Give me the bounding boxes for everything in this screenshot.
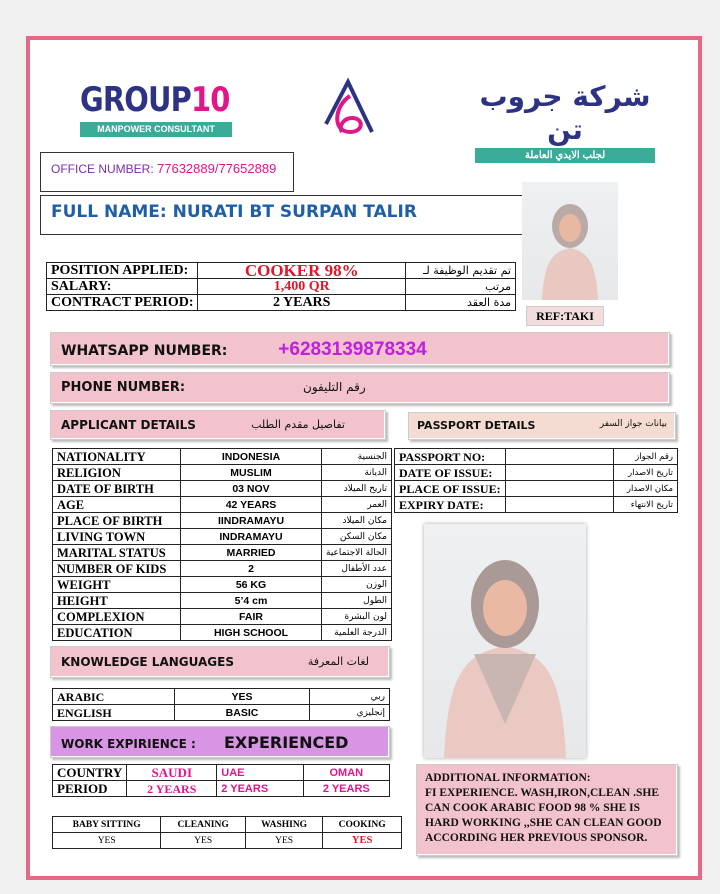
language-label: ENGLISH bbox=[53, 705, 175, 721]
applicant-field-arabic: لون البشرة bbox=[322, 609, 392, 625]
language-level: BASIC bbox=[175, 705, 310, 721]
applicant-field-arabic: الحالة الاجتماعية bbox=[322, 545, 392, 561]
position-table bbox=[46, 262, 516, 311]
country-label: COUNTRY bbox=[53, 765, 127, 781]
phone-arabic: رقم التليفون bbox=[303, 380, 366, 394]
applicant-field-value: 03 NOV bbox=[181, 481, 322, 497]
languages-header bbox=[50, 646, 390, 678]
applicant-field-arabic: العمر bbox=[322, 497, 392, 513]
skills-table bbox=[52, 816, 402, 849]
work-experience-value: EXPERIENCED bbox=[223, 733, 349, 752]
applicant-field-label: AGE bbox=[53, 497, 181, 513]
table-row bbox=[47, 295, 516, 311]
skill-header: COOKING bbox=[323, 817, 402, 833]
table-row bbox=[395, 497, 678, 513]
languages-header-arabic: لغات المعرفة bbox=[307, 655, 369, 668]
language-arabic: ربي bbox=[310, 689, 390, 705]
applicant-field-value: 2 bbox=[181, 561, 322, 577]
table-row bbox=[53, 689, 390, 705]
applicant-field-label: LIVING TOWN bbox=[53, 529, 181, 545]
logo-number: 10 bbox=[190, 80, 230, 120]
reference-code: REF:TAKI bbox=[526, 306, 604, 326]
additional-info-text: FI EXPERIENCE. WASH,IRON,CLEAN .SHE CAN COOK ARABIC FOOD 98 % SHE IS HARD WORKING ,,SHE CAN CLEAN GOOD ACCORDING HER PREVIOUS SPONSOR. bbox=[425, 787, 662, 844]
applicant-field-arabic: مكان السكن bbox=[322, 529, 392, 545]
cv-page bbox=[26, 36, 702, 880]
languages-table bbox=[52, 688, 390, 721]
table-row bbox=[53, 781, 390, 797]
applicant-field-value: MARRIED bbox=[181, 545, 322, 561]
passport-field-arabic: تاريخ الانتهاء bbox=[614, 497, 678, 513]
table-row bbox=[47, 263, 516, 279]
table-row bbox=[47, 279, 516, 295]
passport-header-arabic: بيانات جواز السفر bbox=[599, 419, 667, 429]
whatsapp-box bbox=[50, 332, 670, 366]
applicant-field-value: 42 YEARS bbox=[181, 497, 322, 513]
phone-box bbox=[50, 372, 670, 404]
full-name-box bbox=[40, 195, 542, 235]
applicant-field-label: MARITAL STATUS bbox=[53, 545, 181, 561]
languages-header-label: KNOWLEDGE LANGUAGES bbox=[61, 655, 234, 669]
table-row bbox=[395, 449, 678, 465]
table-row bbox=[53, 465, 392, 481]
passport-field-value[interactable] bbox=[505, 481, 613, 497]
table-row bbox=[53, 817, 402, 833]
applicant-header-label: APPLICANT DETAILS bbox=[61, 418, 196, 432]
applicant-photo-small bbox=[522, 182, 618, 300]
position-arabic: تم تقديم الوظيفة لـ bbox=[406, 263, 516, 279]
work-experience-box bbox=[50, 726, 390, 758]
language-arabic: إنجليزي bbox=[310, 705, 390, 721]
applicant-field-label: WEIGHT bbox=[53, 577, 181, 593]
logo-subtitle: MANPOWER CONSULTANT bbox=[80, 122, 232, 137]
additional-info-title: ADDITIONAL INFORMATION: bbox=[425, 772, 591, 784]
country-saudi: SAUDI bbox=[127, 765, 217, 781]
skill-value: YES bbox=[53, 833, 161, 849]
table-row bbox=[53, 593, 392, 609]
passport-field-arabic: مكان الاصدار bbox=[614, 481, 678, 497]
work-experience-label: WORK EXPIRIENCE : bbox=[61, 737, 196, 751]
country-oman: OMAN bbox=[303, 765, 389, 781]
salary-label: SALARY: bbox=[47, 279, 198, 295]
applicant-details-header bbox=[50, 410, 386, 440]
applicant-field-arabic: الديانة bbox=[322, 465, 392, 481]
applicant-field-value: MUSLIM bbox=[181, 465, 322, 481]
table-row bbox=[53, 449, 392, 465]
office-number: 77632889/77652889 bbox=[157, 161, 277, 176]
table-row bbox=[395, 465, 678, 481]
skill-value: YES bbox=[323, 833, 402, 849]
applicant-field-arabic: تاريخ الميلاد bbox=[322, 481, 392, 497]
applicant-field-label: COMPLEXION bbox=[53, 609, 181, 625]
passport-field-label: PASSPORT NO: bbox=[395, 449, 506, 465]
skill-header: WASHING bbox=[245, 817, 322, 833]
applicant-field-label: NUMBER OF KIDS bbox=[53, 561, 181, 577]
period-label: PERIOD bbox=[53, 781, 127, 797]
applicant-field-value: IINDRAMAYU bbox=[181, 513, 322, 529]
table-row bbox=[53, 625, 392, 641]
group10-logo bbox=[80, 80, 256, 137]
applicant-field-arabic: الدرجة العلمية bbox=[322, 625, 392, 641]
period-saudi: 2 YEARS bbox=[127, 781, 217, 797]
applicant-field-arabic: عدد الأطفال bbox=[322, 561, 392, 577]
table-row bbox=[395, 481, 678, 497]
salary-value: 1,400 QR bbox=[198, 279, 406, 295]
table-row bbox=[53, 833, 402, 849]
passport-field-label: PLACE OF ISSUE: bbox=[395, 481, 506, 497]
passport-field-value[interactable] bbox=[505, 449, 613, 465]
passport-field-label: EXPIRY DATE: bbox=[395, 497, 506, 513]
table-row bbox=[53, 765, 390, 781]
applicant-field-label: PLACE OF BIRTH bbox=[53, 513, 181, 529]
emblem-icon bbox=[320, 76, 380, 138]
position-value: COOKER 98% bbox=[198, 263, 406, 279]
arabic-logo-subtitle: لجلب الايدي العاملة bbox=[475, 148, 655, 163]
applicant-field-label: HEIGHT bbox=[53, 593, 181, 609]
full-name: FULL NAME: NURATI BT SURPAN TALIR bbox=[51, 202, 417, 222]
additional-info-box bbox=[416, 764, 678, 856]
language-label: ARABIC bbox=[53, 689, 175, 705]
applicant-field-arabic: الطول bbox=[322, 593, 392, 609]
passport-table bbox=[394, 448, 678, 513]
passport-field-value[interactable] bbox=[505, 497, 613, 513]
contract-value: 2 YEARS bbox=[198, 295, 406, 311]
contract-arabic: مدة العقد bbox=[406, 295, 516, 311]
passport-field-arabic: تاريخ الاصدار bbox=[614, 465, 678, 481]
passport-header-label: PASSPORT DETAILS bbox=[417, 419, 536, 432]
applicant-field-value: FAIR bbox=[181, 609, 322, 625]
office-number-box bbox=[40, 152, 294, 192]
table-row bbox=[53, 513, 392, 529]
passport-details-header bbox=[408, 412, 676, 440]
applicant-field-value: 56 KG bbox=[181, 577, 322, 593]
language-level: YES bbox=[175, 689, 310, 705]
applicant-field-label: RELIGION bbox=[53, 465, 181, 481]
applicant-field-label: NATIONALITY bbox=[53, 449, 181, 465]
table-row bbox=[53, 545, 392, 561]
whatsapp-label: WHATSAPP NUMBER: bbox=[61, 343, 228, 359]
table-row bbox=[53, 609, 392, 625]
arabic-logo-text: شركة جروب تن bbox=[479, 80, 651, 146]
applicant-field-value: INDRAMAYU bbox=[181, 529, 322, 545]
table-row bbox=[53, 561, 392, 577]
applicant-field-arabic: الجنسية bbox=[322, 449, 392, 465]
applicant-field-value: 5’4 cm bbox=[181, 593, 322, 609]
applicant-field-label: DATE OF BIRTH bbox=[53, 481, 181, 497]
skill-value: YES bbox=[161, 833, 246, 849]
table-row bbox=[53, 497, 392, 513]
passport-field-value[interactable] bbox=[505, 465, 613, 481]
salary-arabic: مرتب bbox=[406, 279, 516, 295]
whatsapp-number[interactable]: +6283139878334 bbox=[278, 339, 427, 360]
table-row bbox=[53, 705, 390, 721]
passport-field-arabic: رقم الجواز bbox=[614, 449, 678, 465]
table-row bbox=[53, 577, 392, 593]
period-oman: 2 YEARS bbox=[303, 781, 389, 797]
applicant-field-arabic: مكان الميلاد bbox=[322, 513, 392, 529]
skill-header: BABY SITTING bbox=[53, 817, 161, 833]
applicant-field-label: EDUCATION bbox=[53, 625, 181, 641]
skill-value: YES bbox=[245, 833, 322, 849]
work-country-table bbox=[52, 764, 390, 797]
logo-text: GROUP bbox=[80, 80, 191, 120]
country-uae: UAE bbox=[217, 765, 303, 781]
applicant-photo-large bbox=[424, 524, 586, 758]
period-uae: 2 YEARS bbox=[217, 781, 303, 797]
office-label: OFFICE NUMBER: bbox=[51, 162, 154, 176]
applicant-field-value: INDONESIA bbox=[181, 449, 322, 465]
table-row bbox=[53, 529, 392, 545]
table-row bbox=[53, 481, 392, 497]
applicant-header-arabic: تفاصيل مقدم الطلب bbox=[251, 418, 345, 431]
skill-header: CLEANING bbox=[161, 817, 246, 833]
applicant-field-arabic: الوزن bbox=[322, 577, 392, 593]
contract-label: CONTRACT PERIOD: bbox=[47, 295, 198, 311]
passport-field-label: DATE OF ISSUE: bbox=[395, 465, 506, 481]
applicant-table bbox=[52, 448, 392, 641]
applicant-field-value: HIGH SCHOOL bbox=[181, 625, 322, 641]
arabic-logo bbox=[475, 80, 655, 163]
position-label: POSITION APPLIED: bbox=[47, 263, 198, 279]
phone-label: PHONE NUMBER: bbox=[61, 380, 186, 395]
